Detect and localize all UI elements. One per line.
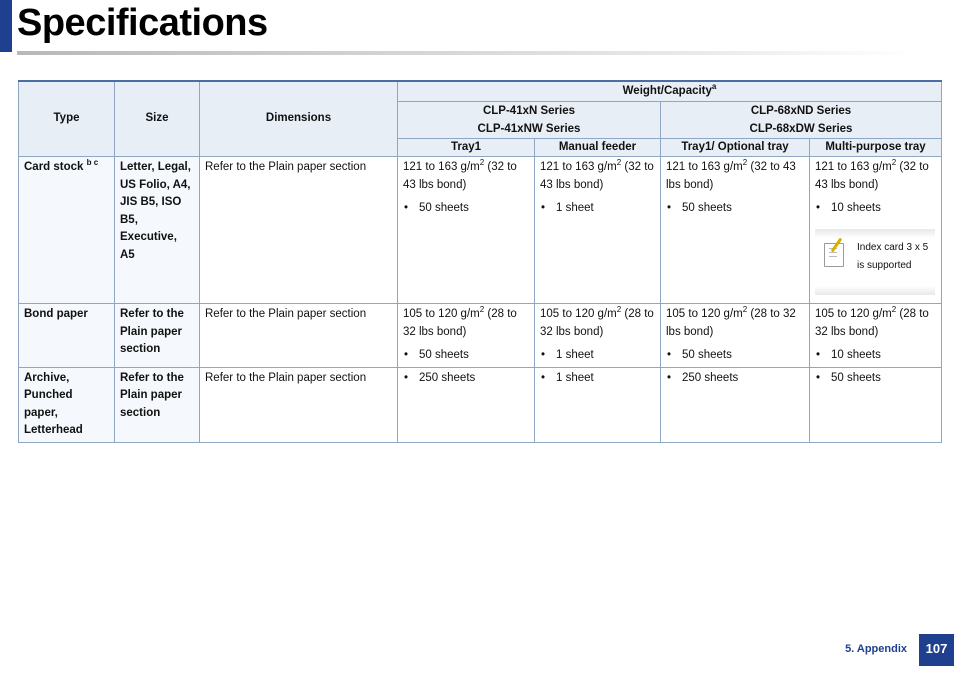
list-item: • 1 sheet <box>540 347 655 365</box>
header-tray1-optional: Tray1/ Optional tray <box>661 138 810 157</box>
list-item: • 10 sheets <box>815 200 936 218</box>
header-type: Type <box>19 81 115 157</box>
cell-size: Letter, Legal, US Folio, A4, JIS B5, ISO B5, Executive, A5 <box>115 157 200 304</box>
list-item: • 10 sheets <box>815 347 936 365</box>
list-item: • 250 sheets <box>666 370 804 388</box>
cell-multi-purpose-tray <box>810 367 942 442</box>
list-item: • 50 sheets <box>666 347 804 365</box>
header-size: Size <box>115 81 200 157</box>
cell-multi-purpose-tray: 121 to 163 $g/m^2$ (32 to 43 lbs bond) • 10 sheets Index card 3 x 5 is supported <box>810 157 942 304</box>
cell-tray1: 121 to 163 $g/m^2$ (32 to 43 lbs bond) • 50 sheets <box>398 157 535 304</box>
cell-size: Refer to the Plain paper section <box>115 367 200 442</box>
title-accent-bar <box>0 0 12 52</box>
list-item: • 50 sheets <box>815 370 936 388</box>
cell-dimensions: Refer to the Plain paper section <box>200 157 398 304</box>
header-weight-capacity: Weight/Capacity$^a$ <box>398 81 942 101</box>
cell-tray1-optional: 105 to 120 $g/m^2$ (28 to 32 lbs bond) • 50 sheets <box>661 304 810 368</box>
header-tray1: Tray1 <box>398 138 535 157</box>
list-item: • 1 sheet <box>540 370 655 388</box>
page-number: 107 <box>919 634 954 666</box>
header-dimensions: Dimensions <box>200 81 398 157</box>
cell-manual-feeder: 105 to 120 $g/m^2$ (28 to 32 lbs bond) • 1 sheet <box>535 304 661 368</box>
cell-manual-feeder: 121 to 163 $g/m^2$ (32 to 43 lbs bond) • 1 sheet <box>535 157 661 304</box>
cell-dimensions: Refer to the Plain paper section <box>200 304 398 368</box>
specifications-table <box>18 80 942 443</box>
list-item: • 1 sheet <box>540 200 655 218</box>
cell-size: Refer to the Plain paper section <box>115 304 200 368</box>
page-title: Specifications <box>17 2 268 44</box>
note-box <box>815 229 935 295</box>
list-item: • 50 sheets <box>403 347 529 365</box>
list-item: • 50 sheets <box>403 200 529 218</box>
header-manual-feeder: Manual feeder <box>535 138 661 157</box>
cell-type: Bond paper <box>19 304 115 368</box>
list-item: • 50 sheets <box>666 200 804 218</box>
cell-tray1-optional: 121 to 163 $g/m^2$ (32 to 43 lbs bond) • 50 sheets <box>661 157 810 304</box>
cell-dimensions: Refer to the Plain paper section <box>200 367 398 442</box>
header-series-clp68x: CLP-68xND Series CLP-68xDW Series <box>661 101 942 138</box>
cell-manual-feeder <box>535 367 661 442</box>
table-row <box>19 304 942 368</box>
cell-tray1-optional <box>661 367 810 442</box>
footnote-marker: a <box>711 81 717 91</box>
note-text: Index card 3 x 5 is supported <box>857 241 929 271</box>
cell-type: Card stock $^{b c}$ <box>19 157 115 304</box>
table-row <box>19 157 942 304</box>
header-series-clp41x: CLP-41xN Series CLP-41xNW Series <box>398 101 661 138</box>
header-multi-purpose-tray: Multi-purpose tray <box>810 138 942 157</box>
list-item: • 250 sheets <box>403 370 529 388</box>
cell-tray1 <box>398 367 535 442</box>
cell-multi-purpose-tray: 105 to 120 $g/m^2$ (28 to 32 lbs bond) • 10 sheets <box>810 304 942 368</box>
table-row <box>19 367 942 442</box>
footer-section-label: 5. Appendix <box>845 643 907 655</box>
cell-type: Archive, Punched paper, Letterhead <box>19 367 115 442</box>
title-rule <box>17 51 917 55</box>
cell-tray1: 105 to 120 $g/m^2$ (28 to 32 lbs bond) • 50 sheets <box>398 304 535 368</box>
